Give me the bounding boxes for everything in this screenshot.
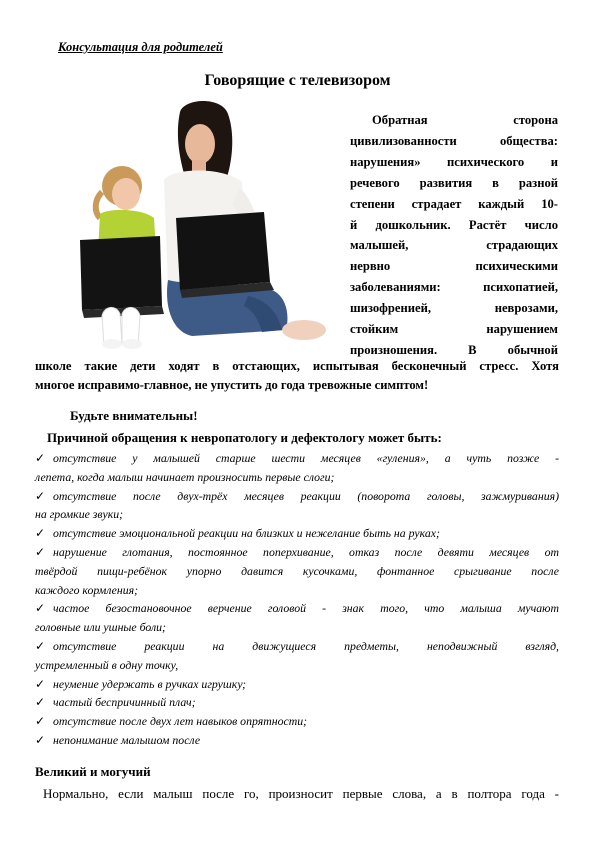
list-item-text: отсутствие эмоциональной реакции на близких и нежелание быть на руках; [53, 526, 440, 541]
list-item [35, 637, 559, 675]
intro-line: й дошкольник. Растёт число [350, 217, 558, 232]
page-title: Говорящие с телевизором [204, 72, 391, 89]
intro-line: шизофренией, неврозами, [350, 301, 558, 316]
intro-line: заболеваниями: психопатией, [350, 280, 558, 295]
symptom-list [35, 449, 559, 750]
check-icon: ✓ [35, 638, 46, 653]
consultation-label: Консультация для родителей [58, 40, 223, 54]
list-item-text: каждого кормления; [35, 582, 139, 597]
intro-paragraph [350, 110, 558, 361]
list-item-text: нарушение глотания, постоянное поперхивание, отказ после девяти месяцев от [53, 544, 559, 559]
check-icon: ✓ [35, 488, 46, 503]
section-heading: Великий и могучий [35, 764, 151, 779]
list-item-text: отсутствие реакции на движущиеся предметы, неподвижный взгляд, [53, 638, 559, 653]
list-item-text: на громкие звуки; [35, 507, 124, 522]
check-icon: ✓ [35, 732, 46, 747]
check-icon: ✓ [35, 544, 46, 559]
list-item-text: частый беспричинный плач; [53, 695, 196, 710]
list-item-text: устремленный в одну точку, [35, 657, 179, 672]
list-item [35, 449, 559, 487]
list-item [35, 731, 559, 750]
check-icon: ✓ [35, 695, 46, 710]
list-item [35, 524, 559, 543]
list-item [35, 675, 559, 694]
check-icon: ✓ [35, 526, 46, 541]
check-icon: ✓ [35, 676, 46, 691]
list-item [35, 599, 559, 637]
list-item [35, 487, 559, 525]
intro-continuation-line: школе такие дети ходят в отстающих, испытывая бесконечный стресс. Хотя [35, 359, 559, 373]
list-item-text: отсутствие после двух-трёх месяцев реакции (поворота головы, зажмуривания) [53, 488, 559, 503]
section-paragraph: Нормально, если малыш после го, произносит первые слова, а в полтора года - [43, 786, 559, 801]
intro-line: речевого развития в разной [350, 175, 558, 190]
intro-line: цивилизованности общества: [350, 133, 558, 148]
list-item [35, 693, 559, 712]
intro-continuation-line: многое исправимо-главное, не упустить до года тревожные симптом! [35, 378, 429, 392]
intro-line: малышей, страдающих [350, 238, 558, 253]
list-item-text: лепета, когда малыш начинает произносить первые слоги; [35, 469, 335, 484]
list-item-text: частое безостановочное верчение головой - знак того, что малыша мучают [53, 601, 559, 616]
list-item-text: отсутствие после двух лет навыков опрятности; [53, 714, 308, 729]
intro-line: Обратная сторона [372, 113, 558, 127]
check-icon: ✓ [35, 601, 46, 616]
list-item-text: твёрдой пищи-ребёнок упорно давится кусочками, фонтанное срыгивание после [35, 563, 559, 578]
list-item [35, 712, 559, 731]
list-item-text: отсутствие у малышей старше шести месяцев «гуления», а чуть позже - [53, 451, 559, 465]
list-item [35, 543, 559, 599]
attention-heading: Будьте внимательны! [70, 408, 198, 423]
list-item-text: непонимание малышом после [53, 732, 201, 747]
list-item-text: неумение удержать в ручках игрушку; [53, 676, 247, 691]
reasons-heading: Причиной обращения к невропатологу и дефектологу может быть: [47, 430, 442, 445]
intro-line: нервно психическими [350, 259, 558, 274]
intro-line: нарушения» психического и [350, 154, 558, 169]
list-item-text: головные или ушные боли; [35, 620, 166, 635]
intro-line: степени страдает каждый 10- [350, 196, 558, 211]
intro-line: произношения. В обычной [350, 342, 558, 357]
mother-daughter-laptops-photo [72, 100, 342, 350]
check-icon: ✓ [35, 714, 46, 729]
intro-line: стойким нарушением [350, 322, 558, 337]
check-icon: ✓ [35, 451, 46, 465]
